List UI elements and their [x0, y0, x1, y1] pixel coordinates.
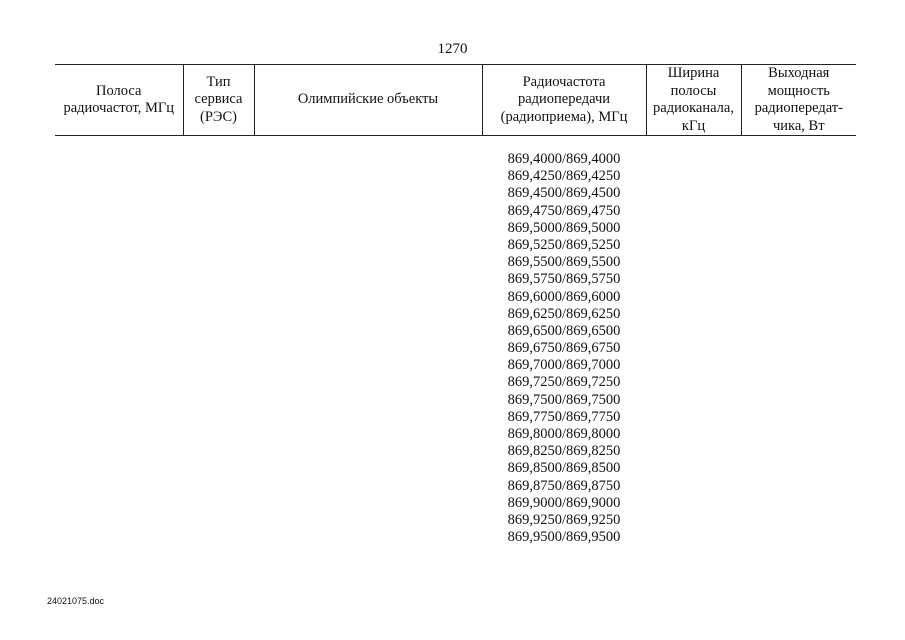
frequency-item: 869,8750/869,8750: [507, 477, 621, 494]
frequency-item: 869,7250/869,7250: [507, 374, 621, 391]
frequency-item: 869,4500/869,4500: [507, 185, 621, 202]
frequency-item: 869,6250/869,6250: [507, 305, 621, 322]
frequency-item: 869,6750/869,6750: [507, 340, 621, 357]
frequency-item: 869,5750/869,5750: [507, 271, 621, 288]
cell-output-power: [741, 136, 856, 547]
frequency-item: 869,7500/869,7500: [507, 391, 621, 408]
frequency-item: 869,6500/869,6500: [507, 322, 621, 339]
header-output-power: Выходная мощность радиопередат-чика, Вт: [741, 65, 856, 136]
table-header-row: [55, 65, 856, 136]
cell-frequencies: [482, 136, 646, 547]
cell-frequency-band: [55, 136, 183, 547]
cell-service-type: [183, 136, 254, 547]
header-frequency-band: Полоса радиочастот, МГц: [55, 65, 183, 136]
header-tx-rx-frequency: Радиочастота радиопередачи (радиоприема), МГц: [482, 65, 646, 136]
frequency-item: 869,8000/869,8000: [507, 426, 621, 442]
header-olympic-objects: Олимпийские объекты: [254, 65, 482, 136]
table-row: [55, 136, 856, 547]
frequency-item: 869,7750/869,7750: [507, 408, 621, 425]
frequency-item: 869,8250/869,8250: [507, 443, 621, 460]
frequency-item: 869,4250/869,4250: [507, 168, 621, 185]
header-service-type: Тип сервиса (РЭС): [183, 65, 254, 136]
cell-olympic-objects: [254, 136, 482, 547]
frequency-item: 869,9500/869,9500: [507, 529, 621, 546]
page-number: 1270: [437, 41, 468, 57]
frequency-item: 869,8500/869,8500: [507, 460, 621, 477]
frequency-item: 869,5000/869,5000: [507, 219, 621, 236]
frequency-table: [55, 64, 856, 546]
frequency-item: 869,9250/869,9250: [507, 511, 621, 528]
frequency-item: 869,7000/869,7000: [507, 357, 621, 374]
header-channel-bandwidth: Ширина полосы радиоканала, кГц: [646, 65, 741, 136]
frequency-item: 869,5500/869,5500: [507, 254, 621, 271]
frequency-item: 869,9000/869,9000: [507, 494, 621, 511]
frequency-item: 869,4750/869,4750: [507, 202, 621, 219]
frequency-list: [482, 136, 646, 546]
document-filename: 24021075.doc: [47, 596, 105, 606]
cell-channel-bandwidth: [646, 136, 741, 547]
frequency-item: 869,4000/869,4000: [507, 151, 621, 167]
frequency-item: 869,6000/869,6000: [507, 288, 621, 305]
frequency-item: 869,5250/869,5250: [507, 236, 621, 253]
